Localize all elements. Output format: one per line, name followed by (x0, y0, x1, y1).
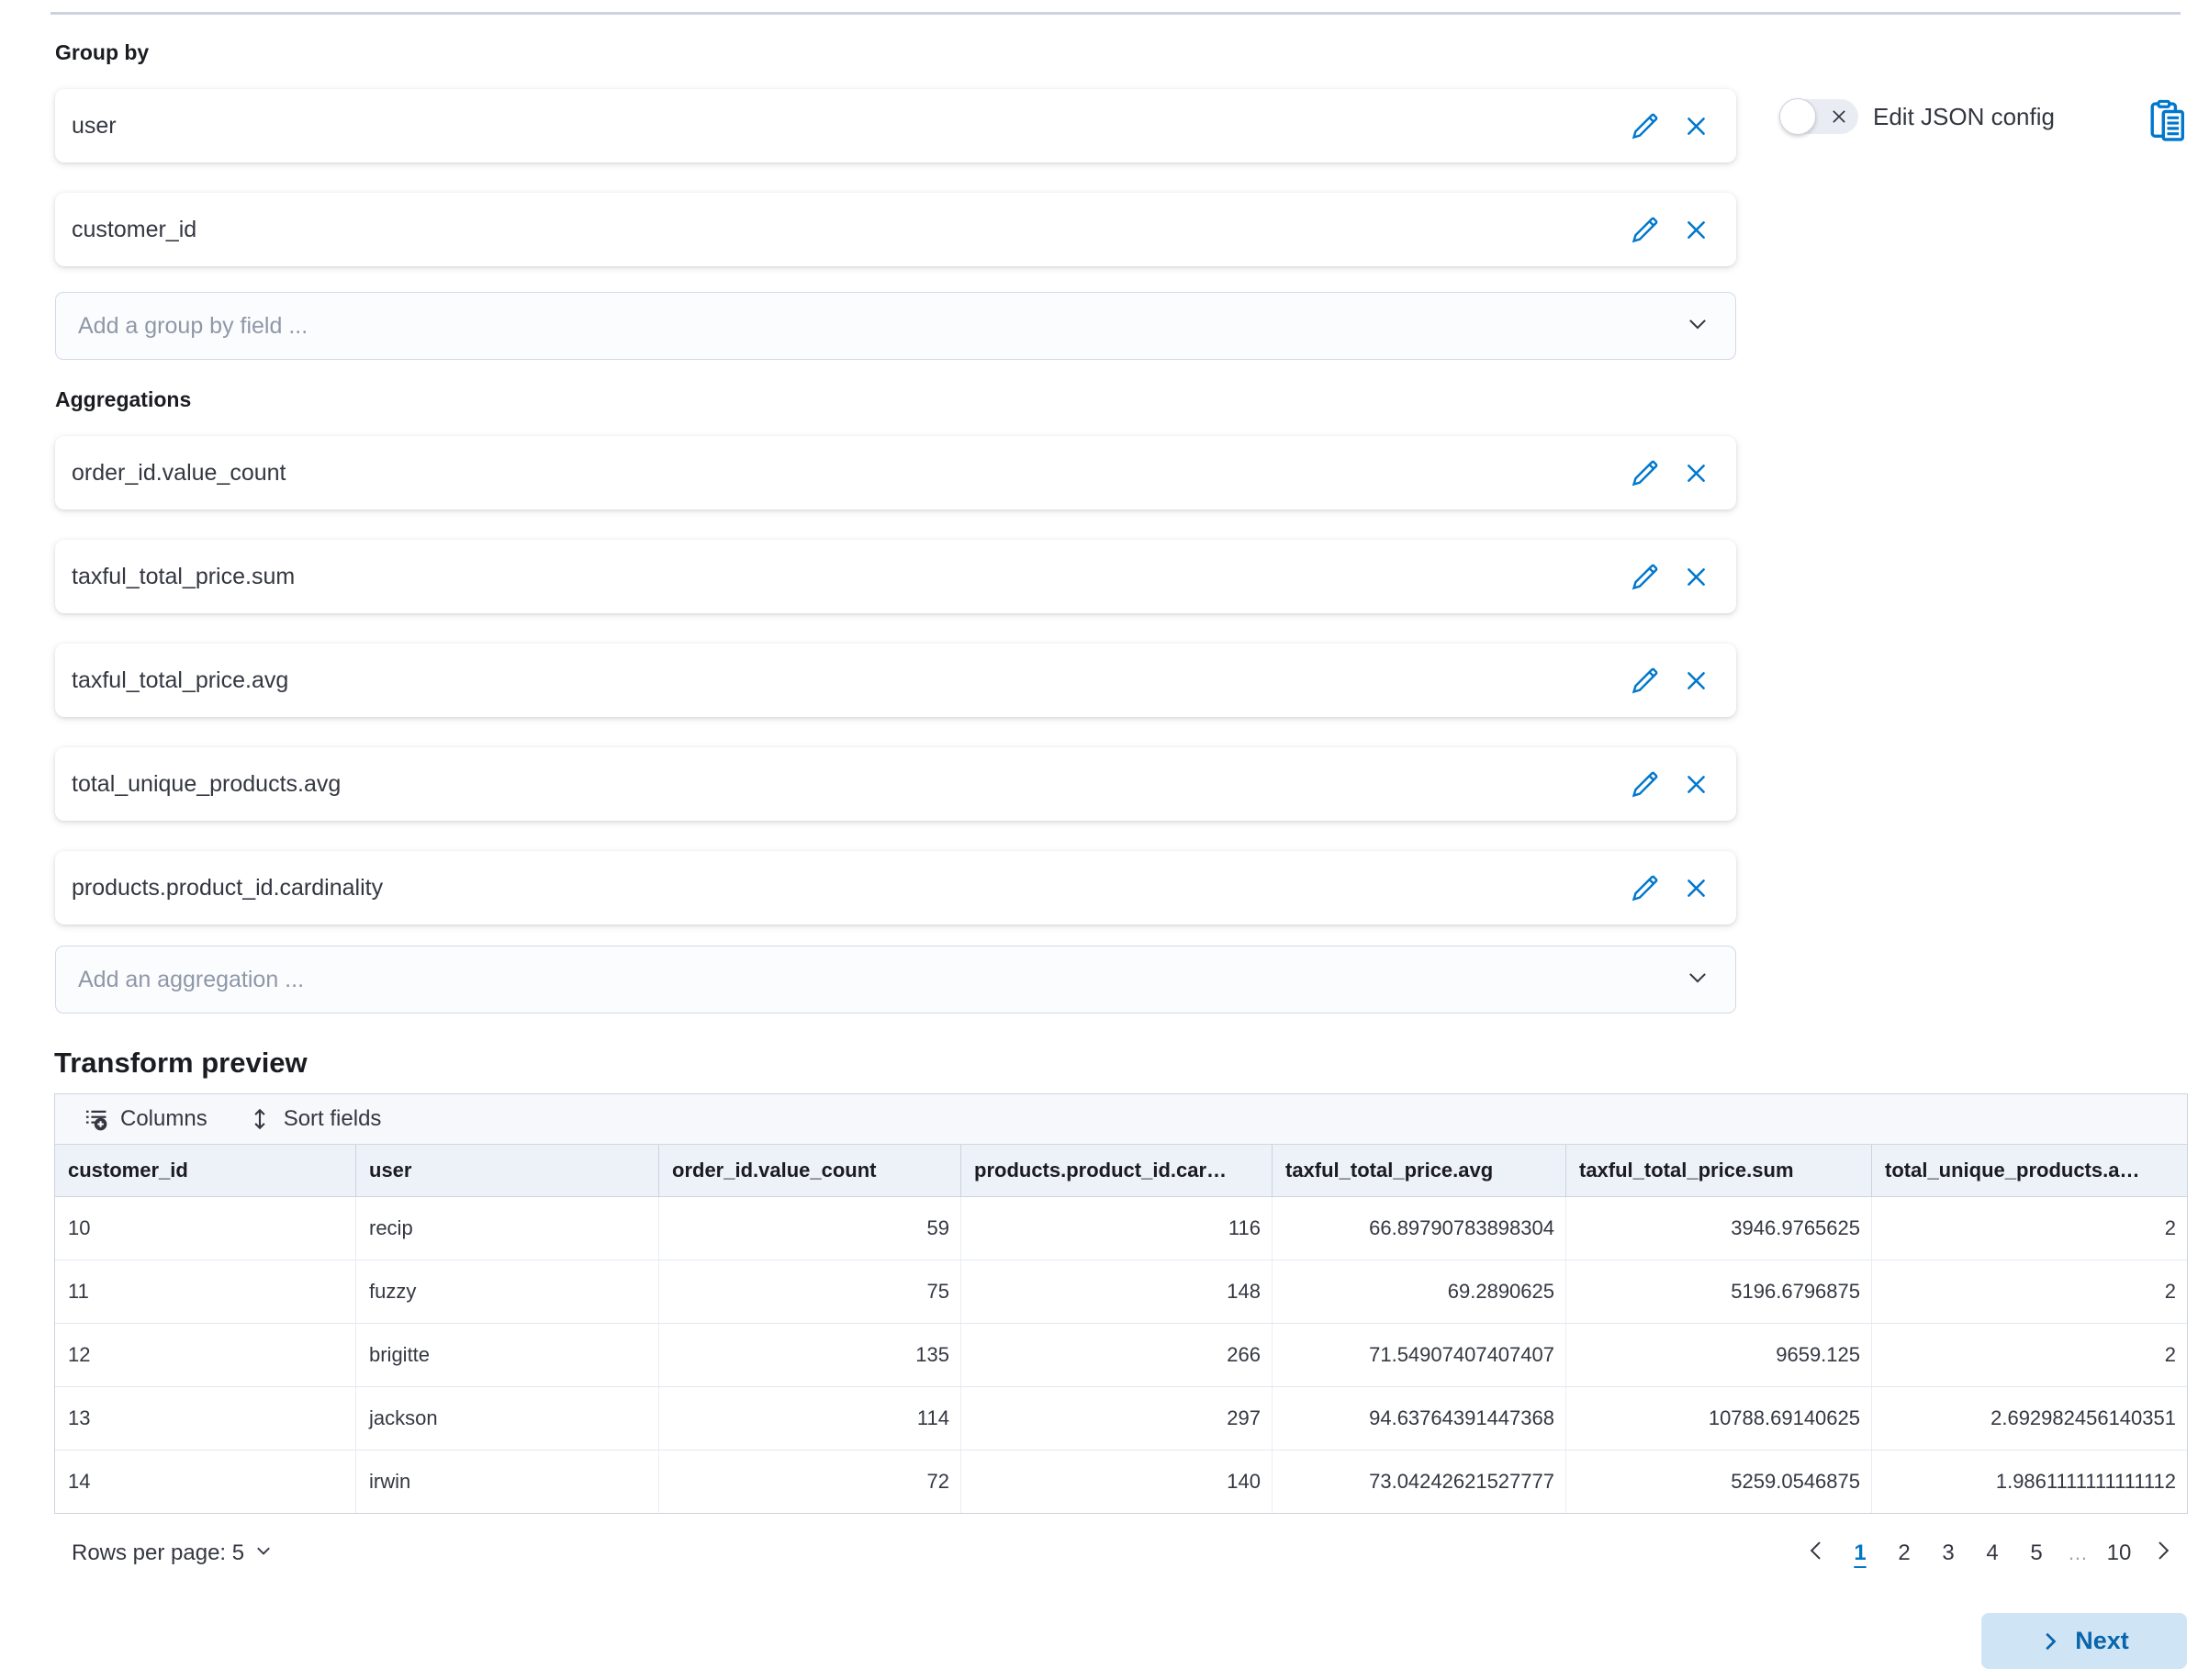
chevron-down-icon (253, 1540, 274, 1567)
edit-group-by-button[interactable] (1631, 112, 1658, 140)
columns-button[interactable] (84, 1106, 207, 1132)
chevron-right-icon (2151, 1539, 2175, 1569)
remove-group-by-button[interactable] (1684, 218, 1709, 242)
edit-json-config-toggle[interactable] (1781, 99, 1858, 134)
page-button-1[interactable]: 1 (1845, 1535, 1876, 1572)
close-icon (1684, 218, 1709, 242)
table-row (55, 1387, 2187, 1450)
cell-taxful-total-price-sum: 5196.6796875 (1566, 1260, 1872, 1323)
cell-taxful-total-price-avg: 94.63764391447368 (1273, 1387, 1566, 1450)
close-icon (1684, 461, 1709, 486)
page-button-10[interactable]: 10 (2103, 1535, 2135, 1572)
sort-fields-button-label: Sort fields (283, 1106, 382, 1131)
chevron-down-icon (1686, 966, 1710, 994)
pagination (1800, 1535, 2188, 1572)
next-button[interactable] (1981, 1613, 2187, 1669)
add-aggregation-placeholder: Add an aggregation ... (78, 966, 305, 992)
edit-aggregation-button[interactable] (1631, 770, 1658, 798)
cell-products-product-id-cardinality: 266 (961, 1324, 1273, 1386)
page-button-3[interactable]: 3 (1933, 1535, 1964, 1572)
cell-user: irwin (356, 1450, 659, 1513)
close-icon (1684, 772, 1709, 797)
page-button-2[interactable]: 2 (1889, 1535, 1920, 1572)
columns-icon (84, 1107, 108, 1131)
transform-preview-title: Transform preview (54, 1047, 308, 1079)
close-icon (1684, 668, 1709, 693)
aggregation-label: order_id.value_count (72, 459, 286, 486)
cell-products-product-id-cardinality: 140 (961, 1450, 1273, 1513)
next-button-label: Next (2075, 1627, 2129, 1654)
remove-aggregation-button[interactable] (1684, 565, 1709, 589)
cell-customer-id: 13 (55, 1387, 356, 1450)
chevron-left-icon (1804, 1539, 1828, 1569)
cell-customer-id: 14 (55, 1450, 356, 1513)
table-header-cell: taxful_total_price.avg (1273, 1145, 1566, 1196)
aggregation-card (55, 851, 1736, 924)
cell-customer-id: 11 (55, 1260, 356, 1323)
table-header-cell: total_unique_products.a… (1885, 1159, 2140, 1182)
table-header-cell: customer_id (55, 1145, 356, 1196)
page-button-4[interactable]: 4 (1977, 1535, 2008, 1572)
table-footer (54, 1531, 2188, 1575)
remove-aggregation-button[interactable] (1684, 461, 1709, 486)
pencil-icon (1631, 666, 1658, 694)
page-button-5[interactable]: 5 (2021, 1535, 2052, 1572)
edit-json-config-label: Edit JSON config (1873, 102, 2055, 130)
aggregation-label: products.product_id.cardinality (72, 874, 384, 901)
aggregation-label: total_unique_products.avg (72, 770, 342, 797)
table-row (55, 1260, 2187, 1324)
add-aggregation-select[interactable] (55, 946, 1736, 1014)
cell-total-unique-products-avg: 2 (2164, 1216, 2176, 1239)
pagination-ellipsis: … (2068, 1541, 2088, 1564)
aggregation-card (55, 436, 1736, 510)
rows-per-page-label: Rows per page: 5 (72, 1540, 245, 1565)
table-header-cell: products.product_id.car… (961, 1145, 1273, 1196)
table-row (55, 1450, 2187, 1513)
aggregation-card (55, 747, 1736, 821)
aggregation-label: taxful_total_price.avg (72, 666, 289, 693)
cell-total-unique-products-avg: 2 (2164, 1343, 2176, 1366)
group-by-field-label: customer_id (72, 216, 197, 242)
cell-taxful-total-price-avg: 73.04242621527777 (1273, 1450, 1566, 1513)
pencil-icon (1631, 563, 1658, 590)
edit-json-config-control (1781, 99, 2055, 134)
cell-user: brigitte (356, 1324, 659, 1386)
aggregation-card (55, 540, 1736, 613)
table-header-row (55, 1145, 2187, 1197)
cell-taxful-total-price-sum: 10788.69140625 (1566, 1387, 1872, 1450)
switch-knob (1779, 98, 1816, 135)
sort-fields-button[interactable] (248, 1106, 382, 1132)
pencil-icon (1631, 874, 1658, 902)
cell-products-product-id-cardinality: 148 (961, 1260, 1273, 1323)
edit-aggregation-button[interactable] (1631, 459, 1658, 487)
remove-aggregation-button[interactable] (1684, 668, 1709, 693)
close-icon (1684, 876, 1709, 901)
cell-taxful-total-price-sum: 3946.9765625 (1566, 1197, 1872, 1260)
edit-aggregation-button[interactable] (1631, 666, 1658, 694)
copy-to-clipboard-button[interactable] (2148, 99, 2187, 143)
aggregations-label: Aggregations (55, 387, 192, 411)
cell-user: fuzzy (356, 1260, 659, 1323)
pencil-icon (1631, 112, 1658, 140)
cell-taxful-total-price-avg: 71.54907407407407 (1273, 1324, 1566, 1386)
close-icon (1684, 114, 1709, 139)
table-row (55, 1197, 2187, 1260)
edit-group-by-button[interactable] (1631, 216, 1658, 243)
aggregation-card (55, 644, 1736, 717)
table-header-cell: taxful_total_price.sum (1566, 1145, 1872, 1196)
group-by-field-card (55, 89, 1736, 162)
aggregation-label: taxful_total_price.sum (72, 563, 296, 589)
sort-fields-icon (248, 1107, 272, 1131)
cell-user: recip (356, 1197, 659, 1260)
group-by-list (55, 89, 1736, 266)
previous-page-button[interactable] (1800, 1535, 1832, 1572)
remove-group-by-button[interactable] (1684, 114, 1709, 139)
cell-taxful-total-price-sum: 9659.125 (1566, 1324, 1872, 1386)
group-by-field-label: user (72, 112, 117, 139)
add-group-by-select[interactable] (55, 292, 1736, 360)
copy-icon (2148, 99, 2187, 143)
cell-order-id-value-count: 135 (659, 1324, 961, 1386)
chevron-right-icon (2039, 1630, 2061, 1652)
section-divider (50, 12, 2181, 15)
next-page-button[interactable] (2147, 1535, 2179, 1572)
cell-order-id-value-count: 114 (659, 1387, 961, 1450)
table-header-cell: user (356, 1145, 659, 1196)
cell-total-unique-products-avg: 1.9861111111111112 (1995, 1470, 2176, 1493)
cell-customer-id: 12 (55, 1324, 356, 1386)
remove-aggregation-button[interactable] (1684, 876, 1709, 901)
cell-total-unique-products-avg: 2 (2164, 1280, 2176, 1303)
table-toolbar (55, 1094, 2187, 1145)
edit-aggregation-button[interactable] (1631, 874, 1658, 902)
group-by-label: Group by (55, 40, 150, 64)
cell-customer-id: 10 (55, 1197, 356, 1260)
aggregations-list (55, 436, 1736, 924)
cell-user: jackson (356, 1387, 659, 1450)
switch-off-icon (1830, 107, 1848, 130)
columns-button-label: Columns (120, 1106, 207, 1131)
rows-per-page-button[interactable] (54, 1540, 274, 1567)
cell-order-id-value-count: 72 (659, 1450, 961, 1513)
cell-taxful-total-price-avg: 66.89790783898304 (1273, 1197, 1566, 1260)
cell-products-product-id-cardinality: 116 (961, 1197, 1273, 1260)
cell-taxful-total-price-avg: 69.2890625 (1273, 1260, 1566, 1323)
pencil-icon (1631, 216, 1658, 243)
table-body (55, 1197, 2187, 1513)
pencil-icon (1631, 770, 1658, 798)
pencil-icon (1631, 459, 1658, 487)
remove-aggregation-button[interactable] (1684, 772, 1709, 797)
cell-order-id-value-count: 75 (659, 1260, 961, 1323)
cell-products-product-id-cardinality: 297 (961, 1387, 1273, 1450)
edit-aggregation-button[interactable] (1631, 563, 1658, 590)
add-group-by-placeholder: Add a group by field ... (78, 312, 308, 339)
transform-preview-table (54, 1093, 2188, 1514)
chevron-down-icon (1686, 312, 1710, 341)
group-by-field-card (55, 193, 1736, 266)
close-icon (1684, 565, 1709, 589)
table-header-cell: order_id.value_count (659, 1145, 961, 1196)
cell-order-id-value-count: 59 (659, 1197, 961, 1260)
table-row (55, 1324, 2187, 1387)
cell-total-unique-products-avg: 2.692982456140351 (1990, 1406, 2176, 1429)
cell-taxful-total-price-sum: 5259.0546875 (1566, 1450, 1872, 1513)
